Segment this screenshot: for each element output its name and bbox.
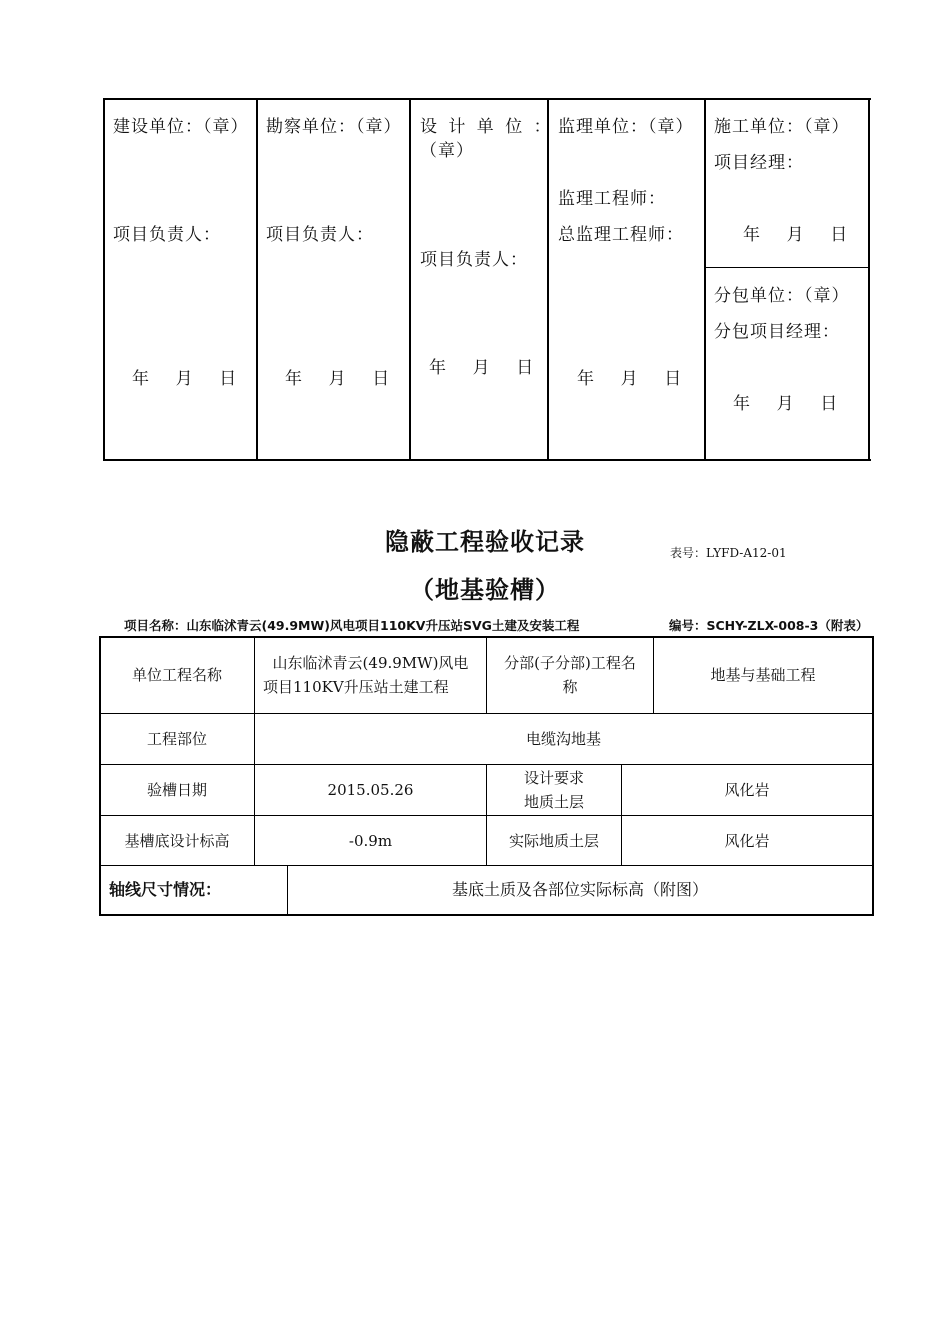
table-border-right — [868, 98, 870, 461]
unit-project-value-line2: 项目110KV升压站土建工程 — [263, 678, 449, 696]
actual-soil-value-text: 风化岩 — [724, 831, 770, 850]
construction-person-label: 项目负责人： — [113, 225, 221, 245]
contractor-date: 年 月 日 — [743, 225, 849, 245]
design-soil-label-line1: 设计要求 — [523, 769, 584, 787]
row-divider — [705, 267, 869, 268]
unit-project-label — [100, 637, 254, 713]
subcontractor-unit-label: 分包单位：（章） — [714, 286, 850, 306]
location-value — [255, 714, 872, 764]
column-divider — [704, 98, 706, 461]
elevation-label — [100, 816, 254, 865]
design-person-label: 项目负责人： — [420, 250, 528, 270]
contractor-manager-label: 项目经理： — [714, 153, 804, 173]
design-unit-label: 设 计 单 位 ： — [420, 117, 554, 137]
design-soil-value — [622, 765, 872, 815]
chief-supervision-engineer-label: 总监理工程师： — [558, 225, 684, 245]
unit-project-value-line1: 山东临沭青云(49.9MW)风电 — [272, 654, 469, 672]
project-name: 项目名称：山东临沭青云(49.9MW)风电项目110KV升压站SVG土建及安装工程 — [124, 618, 580, 633]
subcontractor-manager-label: 分包项目经理： — [714, 322, 840, 342]
form-number: 表号：LYFD-A12-01 — [670, 546, 787, 560]
construction-unit-label: 建设单位：（章） — [113, 117, 249, 137]
sub-project-value — [654, 637, 872, 713]
column-divider — [409, 98, 411, 459]
inspection-date-label-text: 验槽日期 — [146, 781, 207, 799]
inspection-date-value — [255, 765, 486, 815]
inspection-date-label — [100, 765, 254, 815]
axis-dimension-value — [288, 866, 872, 914]
axis-dimension-label — [101, 866, 287, 914]
serial-number: 编号：SCHY-ZLX-008-3（附表） — [669, 618, 869, 633]
survey-date: 年 月 日 — [285, 369, 391, 389]
survey-person-label: 项目负责人： — [266, 225, 374, 245]
design-soil-value-text: 风化岩 — [724, 781, 770, 799]
sub-project-label-line2: 称 — [562, 678, 578, 696]
unit-project-label-text: 单位工程名称 — [131, 666, 222, 684]
contractor-unit-label: 施工单位：（章） — [714, 117, 850, 137]
sub-project-label — [487, 637, 653, 713]
design-unit-seal: （章） — [420, 141, 474, 161]
table-border-left — [103, 98, 105, 461]
table-border-top — [103, 98, 871, 100]
subcontractor-date: 年 月 日 — [733, 394, 839, 414]
sub-project-label-line1: 分部(子分部)工程名 — [504, 654, 636, 672]
supervision-engineer-label: 监理工程师： — [558, 189, 666, 209]
survey-unit-label: 勘察单位：（章） — [266, 117, 402, 137]
elevation-value-text: -0.9m — [348, 831, 393, 850]
location-label-text: 工程部位 — [146, 730, 207, 748]
supervision-unit-label: 监理单位：（章） — [558, 117, 694, 137]
axis-dimension-label-text: 轴线尺寸情况： — [109, 880, 222, 899]
table-border-bottom — [99, 914, 874, 916]
design-date: 年 月 日 — [429, 358, 535, 378]
axis-dimension-value-text: 基底土质及各部位实际标高（附图） — [451, 880, 708, 899]
elevation-label-text: 基槽底设计标高 — [124, 831, 230, 850]
actual-soil-label — [487, 816, 621, 865]
construction-date: 年 月 日 — [132, 369, 238, 389]
column-divider — [256, 98, 258, 459]
table-border-bottom — [103, 459, 871, 461]
design-soil-label — [487, 765, 621, 815]
actual-soil-value — [622, 816, 872, 865]
supervision-date: 年 月 日 — [577, 369, 683, 389]
unit-project-value — [255, 637, 486, 713]
record-title: 隐蔽工程验收记录 — [385, 528, 585, 556]
table-border-right — [872, 636, 874, 916]
inspection-date-value-text: 2015.05.26 — [327, 781, 414, 799]
location-value-text: 电缆沟地基 — [525, 730, 601, 748]
design-soil-label-line2: 地质土层 — [523, 793, 584, 811]
location-label — [100, 714, 254, 764]
actual-soil-label-text: 实际地质土层 — [508, 831, 599, 850]
record-subtitle: （地基验槽） — [410, 576, 560, 604]
sub-project-value-text: 地基与基础工程 — [710, 666, 816, 684]
column-divider — [547, 98, 549, 459]
elevation-value — [255, 816, 486, 865]
